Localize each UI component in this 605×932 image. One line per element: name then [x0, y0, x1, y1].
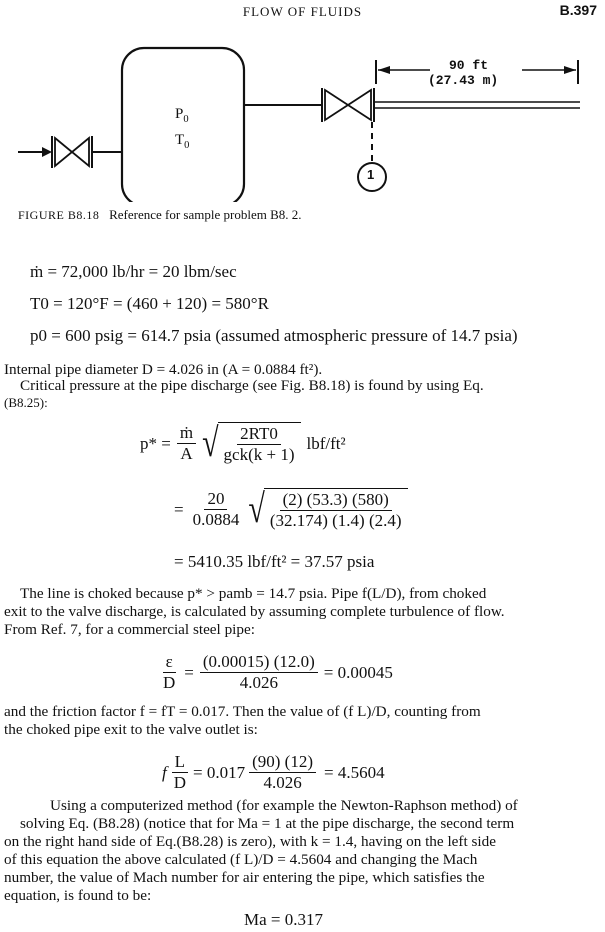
text-friction-1: and the friction factor f = fT = 0.017. Then the value of (f L)/D, counting from	[4, 703, 481, 720]
figure-caption	[18, 207, 302, 223]
figure-text: Reference for sample problem B8. 2.	[109, 207, 302, 222]
equation-fld: f $\frac{L}{D}$ = 0.017 $\frac{(90) (12)}{4.026}$ = 4.5604	[162, 752, 385, 792]
text-critical-2: (B8.25):	[4, 395, 48, 410]
tank	[122, 48, 244, 202]
text-pipe-diameter: Internal pipe diameter D = 4.026 in (A = 0.0884 ft²).	[4, 361, 323, 378]
dimension-ft: 90 ft	[449, 58, 489, 73]
given-pressure: p0 = 600 psig = 614.7 psia (assumed atmospheric pressure of 14.7 psia)	[30, 326, 518, 345]
figure-number: FIGURE B8.18	[18, 208, 100, 222]
text-method-2: solving Eq. (B8.28) (notice that for Ma = 1 at the pipe discharge, the second term	[20, 815, 515, 832]
pstar-frac: $\frac{\text{ṁ}}{A}$	[177, 423, 196, 464]
inlet-valve-icon	[52, 136, 92, 168]
text-method-6: equation, is found to be:	[4, 887, 152, 904]
pstar-unit: lbf/ft²	[306, 433, 346, 453]
dimension-m: (27.43 m)	[428, 73, 499, 88]
equation-pstar	[140, 422, 346, 465]
text-method-1: Using a computerized method (for example the Newton-Raphson method) of	[50, 797, 518, 814]
given-mass-flow: ṁ = 72,000 lb/hr = 20 lbm/sec	[30, 262, 237, 281]
running-head: FLOW OF FLUIDS	[242, 4, 363, 19]
given-temperature: T0 = 120°F = (460 + 120) = 580°R	[30, 294, 269, 313]
text-method-4: of this equation the above calculated (f L)/D = 4.5604 and changing the Mach	[4, 851, 478, 868]
tank-label-t: $T_0$	[175, 132, 190, 151]
equation-mach: Ma = 0.317	[244, 910, 323, 929]
pstar-lhs: p* =	[140, 433, 171, 453]
text-choked-3: From Ref. 7, for a commercial steel pipe:	[4, 621, 255, 638]
text-choked-2: exit to the valve discharge, is calculated by assuming complete turbulence of flow.	[4, 603, 505, 620]
text-method-5: number, the value of Mach number for air entering the pipe, which satisfies the	[4, 869, 485, 886]
point-label: 1	[367, 167, 375, 182]
tank-label-p: $P_0$	[175, 106, 189, 125]
equation-pstar-result: = 5410.35 lbf/ft² = 37.57 psia	[174, 552, 375, 571]
inlet-arrow-icon	[42, 147, 52, 157]
outlet-valve-icon	[322, 88, 374, 122]
text-method-3: on the right hand side of Eq.(B8.28) is zero), with k = 1.4, having on the left side	[4, 833, 496, 850]
pstar-sqrt: √ $\frac{2RT0}{\text{gck(k + 1)}}$	[202, 422, 300, 465]
text-critical-1: Critical pressure at the pipe discharge (see Fig. B8.18) is found by using Eq.	[20, 377, 484, 394]
flow-diagram	[0, 30, 605, 202]
equation-pstar-values: = $\frac{20}{0.0884}$ √ $\frac{(2) (53.3) (580)}{(32.174) (1.4) (2.4)}$	[174, 488, 408, 531]
text-friction-2: the choked pipe exit to the valve outlet is:	[4, 721, 258, 738]
page-number: B.397	[559, 2, 597, 18]
equation-roughness: $\frac{\varepsilon}{D}$ = $\frac{(0.00015) (12.0)}{4.026}$ = 0.00045	[163, 652, 393, 692]
text-choked-1: The line is choked because p* > pamb = 14.7 psia. Pipe f(L/D), from choked	[20, 585, 487, 602]
